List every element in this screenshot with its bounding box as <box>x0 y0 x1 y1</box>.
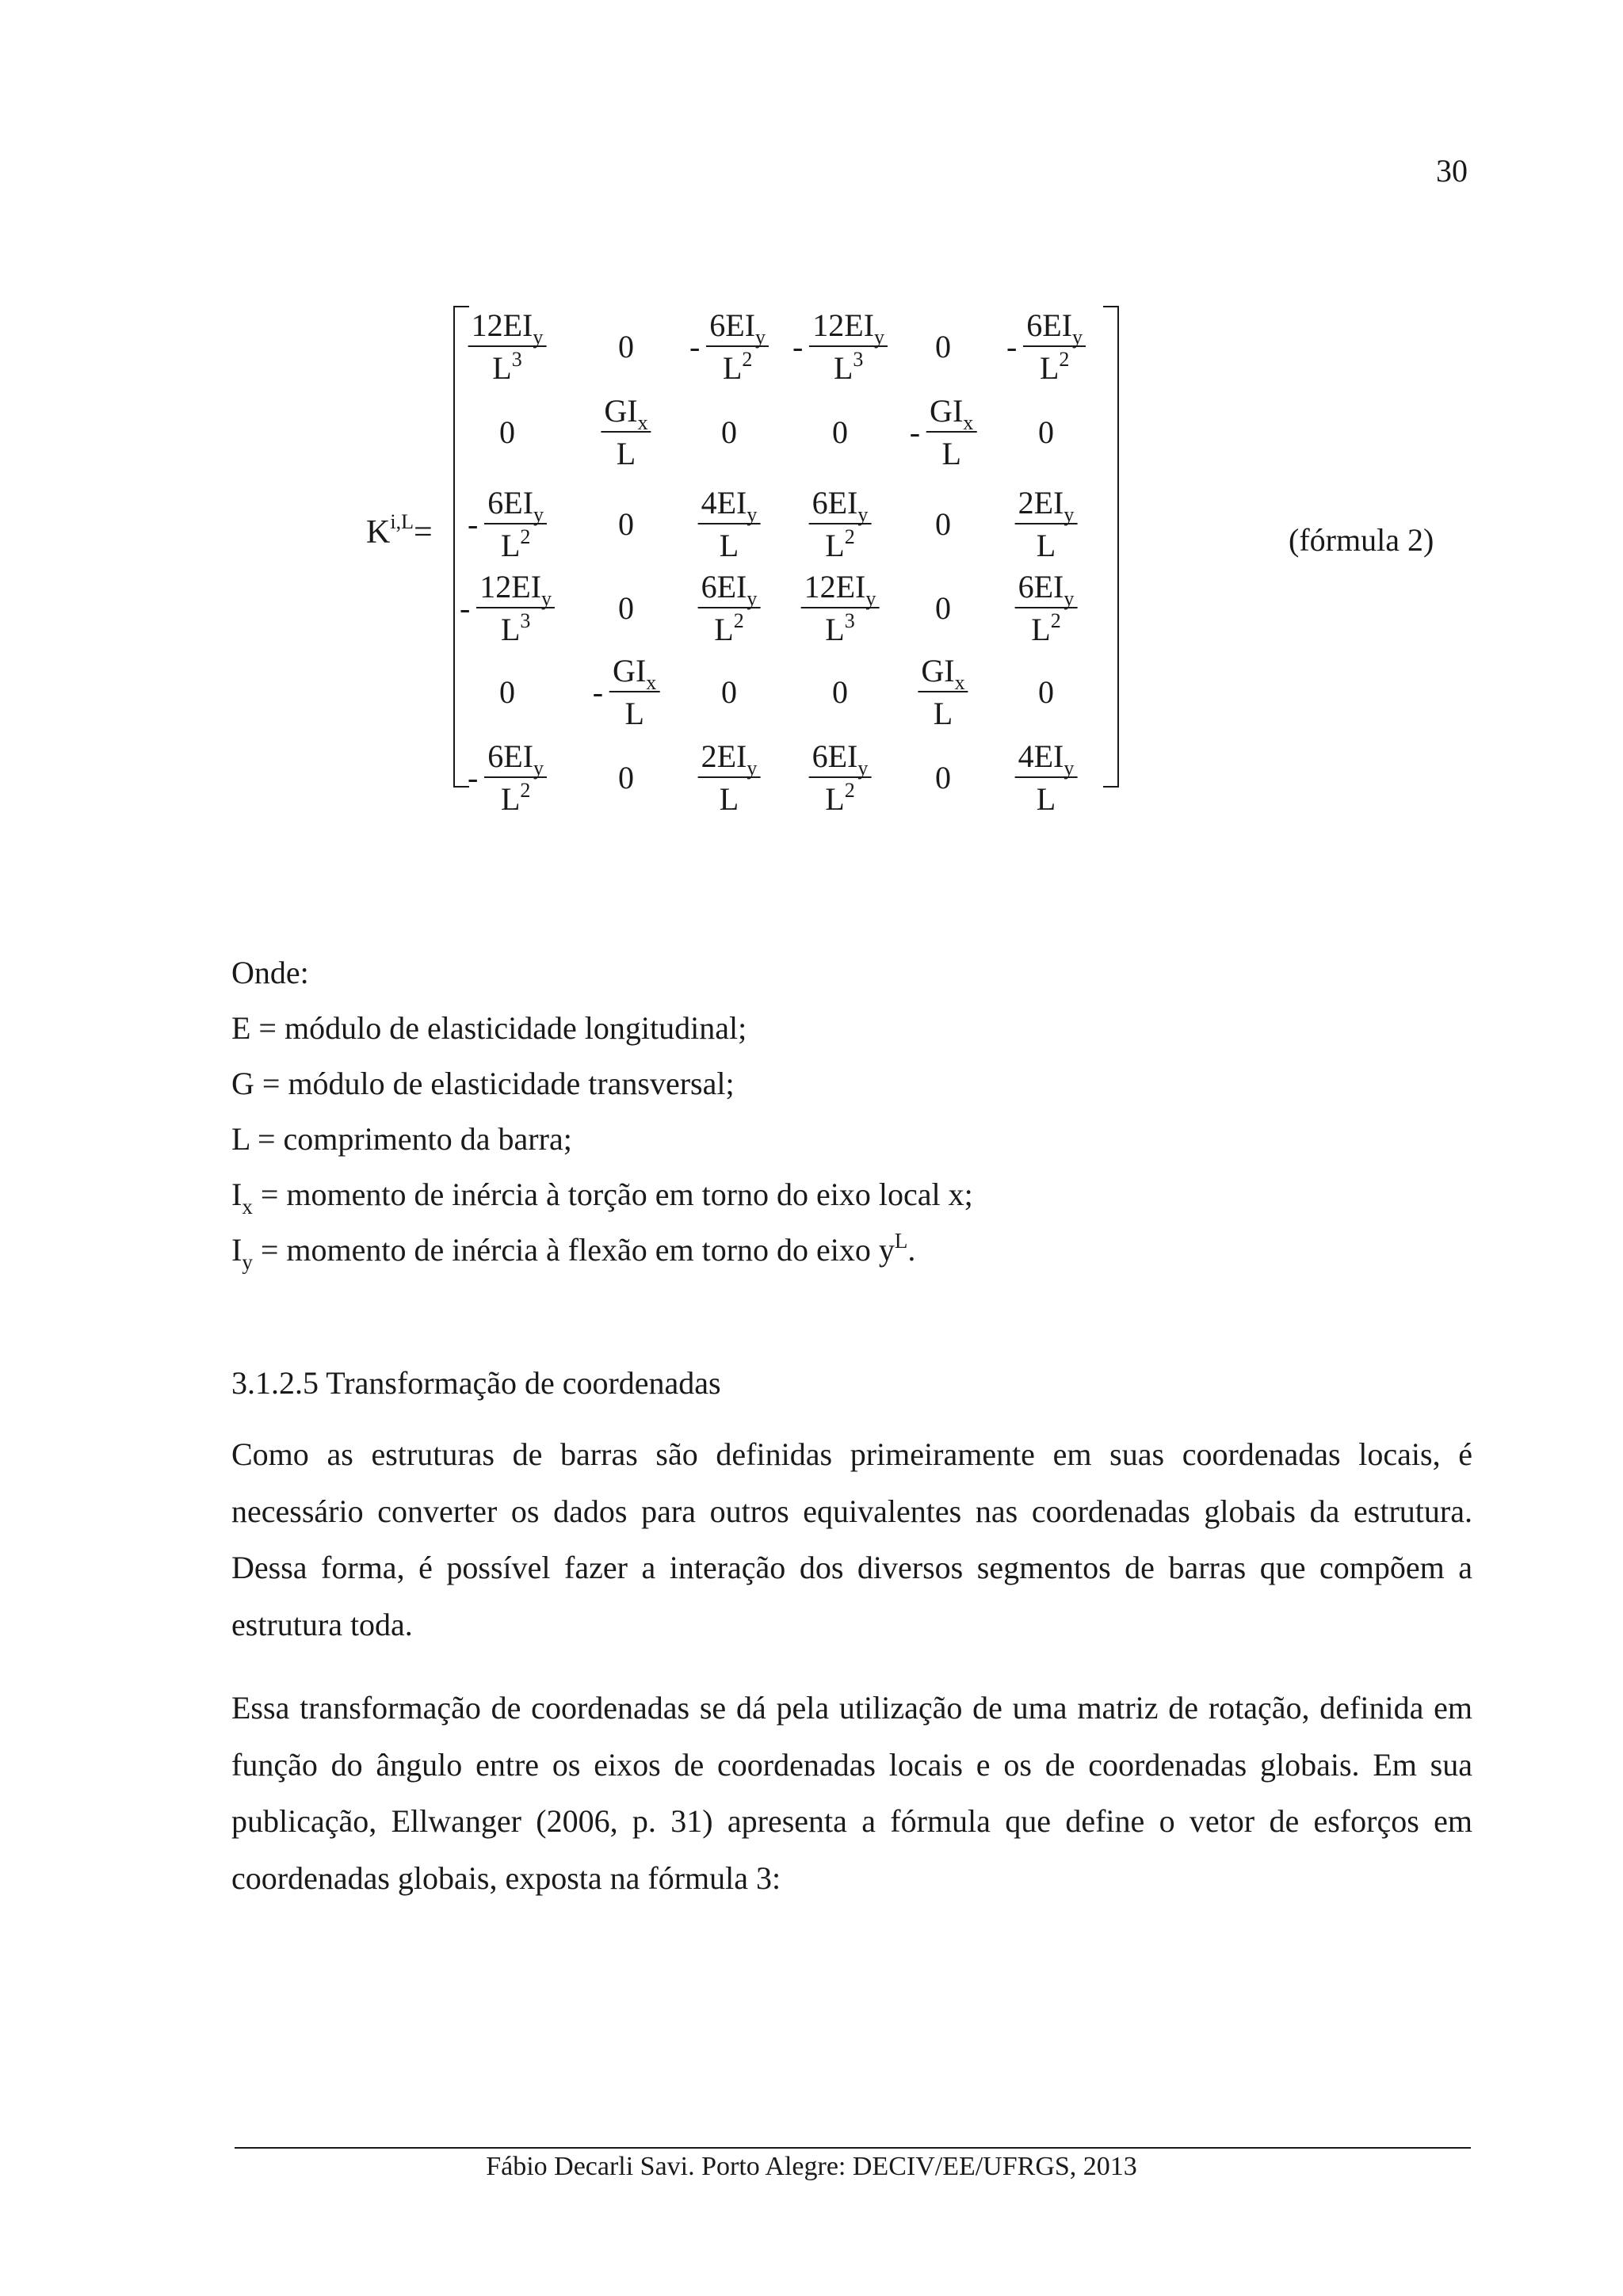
matrix-cell-r1c2: 0 <box>618 329 634 364</box>
matrix-cell-r6c2: 0 <box>618 760 634 795</box>
matrix-cell-r2c2: $\frac{GI_x}{L}$ <box>601 395 651 470</box>
matrix-cell-r3c3: $\frac{4EI_y}{L}$ <box>698 487 761 562</box>
definition-ix: $I_x$ = momento de inércia à torção em torno do eixo local x; <box>231 1177 973 1219</box>
paragraph-2: Essa transformação de coordenadas se dá pela utilização de uma matriz de rotação, definida em função do ângulo entre os eixos de coordenadas locais e os de coordenadas globais. Em sua publicação, Ellwanger (2006, p. 31) apresenta a fórmula que define o vetor de esforços em coordenadas globais, exposta na fórmula 3: <box>231 1690 1472 1896</box>
section-heading: 3.1.2.5 Transformação de coordenadas <box>231 1365 721 1401</box>
matrix-cell-r4c4: $\frac{12EI_y}{L^3}$ <box>801 571 880 646</box>
matrix-cell-r5c5: $\frac{GI_x}{L}$ <box>918 655 968 730</box>
matrix-cell-r1c5: 0 <box>935 329 951 364</box>
formula-reference: (fórmula 2) <box>1289 522 1434 558</box>
matrix-cell-r4c6: $\frac{6EI_y}{L^2}$ <box>1015 571 1078 646</box>
matrix-cell-r3c2: 0 <box>618 506 634 542</box>
stiffness-matrix-formula <box>355 292 1465 817</box>
definition-iy: $I_y$ = momento de inércia à flexão em torno do eixo $y^L$. <box>231 1229 916 1274</box>
matrix-cell-r6c5: 0 <box>935 760 951 795</box>
matrix-cell-r6c1: - $\frac{6EI_y}{L^2}$ <box>468 741 547 815</box>
matrix-cell-r5c6: 0 <box>1038 674 1054 710</box>
footer-rule <box>235 2147 1471 2149</box>
matrix-cell-r2c3: 0 <box>721 414 737 450</box>
matrix-cell-r1c3: - $\frac{6EI_y}{L^2}$ <box>689 310 769 384</box>
matrix-cell-r2c1: 0 <box>499 414 515 450</box>
matrix-cell-r5c3: 0 <box>721 674 737 710</box>
footer-text: Fábio Decarli Savi. Porto Alegre: DECIV/EE/UFRGS, 2013 <box>486 2152 1137 2181</box>
matrix-cell-r1c4: - $\frac{12EI_y}{L^3}$ <box>792 310 888 384</box>
matrix-right-bracket <box>1103 306 1119 788</box>
definition-e: E = módulo de elasticidade longitudinal; <box>231 1010 747 1046</box>
matrix-cell-r5c2: - $\frac{GI_x}{L}$ <box>593 655 660 730</box>
definitions-intro: Onde: <box>231 955 309 990</box>
matrix-cell-r3c5: 0 <box>935 506 951 542</box>
matrix-cell-r3c6: $\frac{2EI_y}{L}$ <box>1015 487 1078 562</box>
matrix-cell-r3c1: - $\frac{6EI_y}{L^2}$ <box>468 487 547 562</box>
matrix-cell-r2c5: - $\frac{GI_x}{L}$ <box>910 395 977 470</box>
matrix-cell-r1c1: $\frac{12EI_y}{L^3}$ <box>468 310 547 384</box>
matrix-cell-r4c5: 0 <box>935 590 951 626</box>
matrix-cell-r2c6: 0 <box>1038 414 1054 450</box>
matrix-cell-r4c3: $\frac{6EI_y}{L^2}$ <box>698 571 761 646</box>
matrix-cell-r6c6: $\frac{4EI_y}{L}$ <box>1015 741 1078 815</box>
page-number: 30 <box>1436 153 1468 189</box>
matrix-cell-r6c3: $\frac{2EI_y}{L}$ <box>698 741 761 815</box>
matrix-cell-r5c1: 0 <box>499 674 515 710</box>
matrix-cell-r5c4: 0 <box>832 674 848 710</box>
definition-g: G = módulo de elasticidade transversal; <box>231 1066 735 1101</box>
matrix-cell-r2c4: 0 <box>832 414 848 450</box>
definition-l: L = comprimento da barra; <box>231 1121 572 1157</box>
matrix-cell-r6c4: $\frac{6EI_y}{L^2}$ <box>809 741 872 815</box>
matrix-cell-r4c1: - $\frac{12EI_y}{L^3}$ <box>460 571 555 646</box>
matrix-cell-r1c6: - $\frac{6EI_y}{L^2}$ <box>1006 310 1086 384</box>
paragraph-1: Como as estruturas de barras são definidas primeiramente em suas coordenadas locais, é necessário converter os dados para outros equivalentes nas coordenadas globais da estrutura. Dessa forma, é possível fazer a interação dos diversos segmentos de barras que compõem a estrutura toda. <box>231 1436 1472 1642</box>
matrix-symbol: $K^{i,L}=$ <box>366 510 433 551</box>
stiffness-matrix <box>453 306 1119 817</box>
matrix-cell-r4c2: 0 <box>618 590 634 626</box>
matrix-cell-r3c4: $\frac{6EI_y}{L^2}$ <box>809 487 872 562</box>
